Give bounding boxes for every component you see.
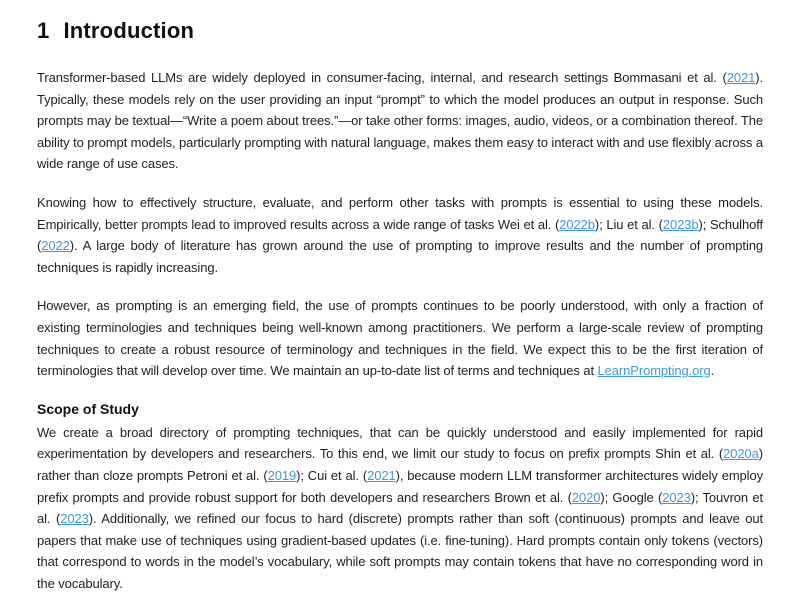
scope-of-study-heading: Scope of Study	[37, 400, 139, 417]
citation-link-shin-2020a[interactable]: 2020a	[723, 446, 759, 462]
intro-paragraph-1: Transformer-based LLMs are widely deployed in consumer-facing, internal, and research settings Bommasani et al. (2021). Typically, these models rely on the user providing an input “prompt” to which the model produces an output in response. Such prompts may be textual—“Write a poem about trees.”—or take other forms: images, audio, videos, or a combination thereof. The ability to prompt models, particularly prompting with natural language, makes them easy to interact with and use flexibly across a wide range of use cases.	[37, 70, 763, 172]
citation-link-wei-2022b[interactable]: 2022b	[559, 216, 595, 232]
blocks	[37, 67, 763, 594]
citation-link-liu-2023b[interactable]: 2023b	[662, 216, 699, 232]
section-number: 1	[37, 18, 50, 43]
section-heading	[37, 18, 763, 44]
scope-paragraph-1: We create a broad directory of prompting techniques, that can be quickly understood and easily implemented for rapid experimentation by developers and researchers. To this end, we limit our study to focus on prefix prompts Shin et al. (2020a) rather than cloze prompts Petroni et al. (2019); Cui et al. (2021), because modern LLM transformer architectures widely employ prefix prompts and provide robust support for both developers and researchers Brown et al. (2020); Google (2023); Touvron et al. (2023). Additionally, we refined our focus to hard (discrete) prompts rather than soft (continuous) prompts and leave out papers that make use of techniques using gradient-based updates (i.e. fine-tuning). Hard prompts contain only tokens (vectors) that correspond to words in the model’s vocabulary, while soft prompts may contain tokens that have no corresponding word in the vocabulary.	[37, 424, 764, 591]
citation-link-schulhoff-2022[interactable]: 2022	[41, 238, 70, 254]
citation-link-cui-2021[interactable]: 2021	[367, 467, 396, 483]
citation-link-petroni-2019[interactable]: 2019	[267, 467, 297, 483]
citation-link-google-2023[interactable]: 2023	[662, 489, 691, 505]
intro-paragraph-2: Knowing how to effectively structure, evaluate, and perform other tasks with prompts is essential to using these models. Empirically, better prompts lead to improved results across a wide range of tasks Wei et al. (2022b); Liu et al. (2023b); Schulhoff (2022). A large body of literature has grown around the use of prompting to improve results and the number of prompting techniques is rapidly increasing.	[37, 194, 764, 275]
citation-link-touvron-2023[interactable]: 2023	[60, 511, 89, 527]
citation-link-bommasani-2021[interactable]: 2021	[726, 70, 756, 85]
intro-paragraph-3: However, as prompting is an emerging field, the use of prompts continues to be poorly understood, with only a fraction of existing terminologies and techniques being well-known among practitioners. We perform a large-scale review of prompting techniques to create a robust resource of terminology and techniques in the field. We expect this to be the first iteration of terminologies that will develop over time. We maintain an up-to-date list of terms and techniques at LearnPrompting.org.	[37, 298, 763, 379]
learnprompting-link[interactable]: LearnPrompting.org	[597, 363, 711, 379]
section-title: Introduction	[63, 18, 195, 43]
citation-link-brown-2020[interactable]: 2020	[571, 489, 601, 505]
